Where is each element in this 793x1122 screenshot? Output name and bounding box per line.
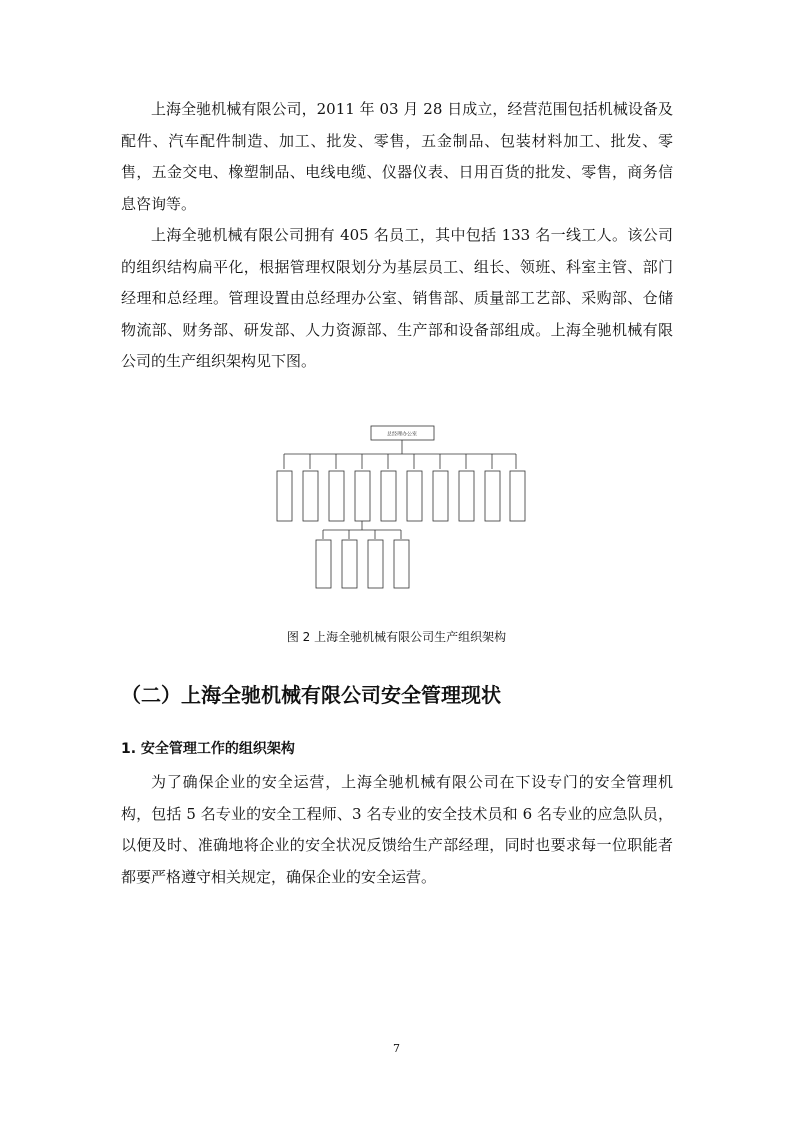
paragraph-company-structure: 上海全驰机械有限公司拥有 405 名员工，其中包括 133 名一线工人。该公司的组织结构扁平化，根据管理权限划分为基层员工、组长、领班、科室主管、部门经理和总经理。管理设置由总经理办公室、销售部、质量部工艺部、采购部、仓储物流部、财务部、研发部、人力资源部、生产部和设备部组成。上海全驰机械有限公司的生产组织架构见下图。 <box>121 226 673 370</box>
org-dept-box <box>433 471 448 521</box>
org-dept-box <box>459 471 474 521</box>
org-dept-box <box>381 471 396 521</box>
org-dept-box <box>329 471 344 521</box>
section-heading: （二）上海全驰机械有限公司安全管理现状 <box>121 683 501 707</box>
org-dept-box <box>355 471 370 521</box>
org-sub-box <box>368 540 383 588</box>
org-dept-box <box>303 471 318 521</box>
org-sub-box <box>342 540 357 588</box>
org-sub-box <box>316 540 331 588</box>
subsection-heading: 1. 安全管理工作的组织架构 <box>121 741 295 757</box>
page-number: 7 <box>393 1042 400 1055</box>
org-chart <box>260 420 540 600</box>
paragraph-company-intro: 上海全驰机械有限公司，2011 年 03 月 28 日成立，经营范围包括机械设备及配件、汽车配件制造、加工、批发、零售，五金制品、包装材料加工、批发、零售，五金交电、橡塑制品、电线电缆、仪器仪表、日用百货的批发、零售，商务信息咨询等。 <box>121 100 673 213</box>
org-sub-box <box>394 540 409 588</box>
paragraph-safety-management: 为了确保企业的安全运营，上海全驰机械有限公司在下设专门的安全管理机构，包括 5 名专业的安全工程师、3 名专业的安全技术员和 6 名专业的应急队员，以便及时、准确地将企业的安全状况反馈给生产部经理，同时也要求每一位职能者都要严格遵守相关规定，确保企业的安全运营。 <box>121 773 673 886</box>
figure-caption: 图 2 上海全驰机械有限公司生产组织架构 <box>286 630 507 644</box>
org-dept-box <box>407 471 422 521</box>
org-dept-box <box>510 471 525 521</box>
org-dept-box <box>277 471 292 521</box>
org-root-label: 总经理办公室 <box>386 431 418 438</box>
org-dept-box <box>485 471 500 521</box>
